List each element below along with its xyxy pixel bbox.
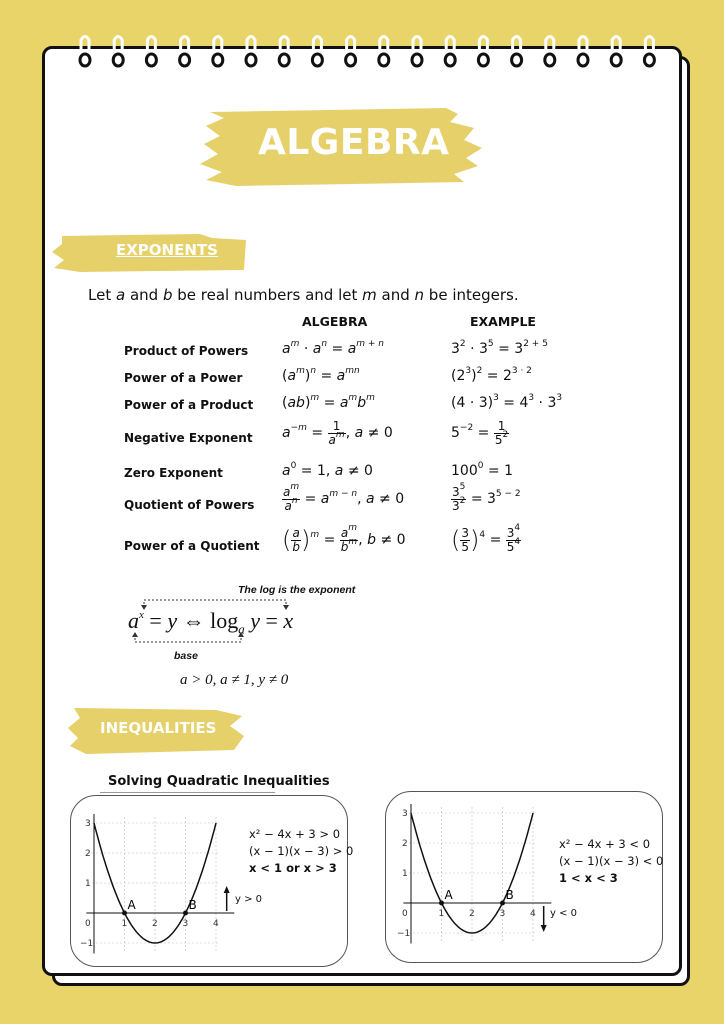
rule-example: $\frac{3^5}{3^2}$ = $3^{5 - 2}$ [452, 482, 521, 513]
inequality-solution: 1 < x < 3 [559, 871, 618, 885]
x-tick-label: 1 [438, 909, 445, 919]
intro-text-part: be real numbers and let [172, 286, 363, 304]
root-point [439, 901, 444, 906]
intro-text-part: and [125, 286, 163, 304]
rule-algebra: $a^m \cdot a^n = a^{m + n}$ [282, 339, 385, 357]
intro-text-part: be integers. [424, 286, 519, 304]
subtitle-underline [100, 792, 275, 793]
arrowhead [224, 886, 230, 893]
exponents-banner [50, 232, 250, 274]
rule-example: $(2^3)^2 = 2^{3 \cdot 2}$ [451, 366, 532, 384]
y-tick-label: 2 [402, 839, 408, 849]
root-point [500, 901, 505, 906]
log-conditions: a > 0, a ≠ 1, y ≠ 0 [180, 672, 289, 688]
binding-ring-icon [246, 37, 256, 67]
binding-ring-icon [312, 37, 322, 67]
y-tick-label: −1 [397, 929, 411, 939]
rule-algebra: $a^{-m}$ = $\frac{1}{a^m}$ , a ≠ 0 [282, 419, 393, 447]
inequality-solution: x < 1 or x > 3 [249, 861, 337, 875]
var-m: m [362, 286, 377, 304]
binding-ring-icon [279, 37, 289, 67]
rule-name: Power of a Power [124, 371, 243, 385]
column-header-example: EXAMPLE [470, 314, 536, 329]
root-point [122, 911, 127, 916]
intro-text [88, 286, 519, 304]
rule-name: Zero Exponent [124, 466, 223, 480]
rule-algebra: ( $\frac{a}{b}$ )$^m$ = $\frac{a^m}{b^m}$ , b ≠ 0 [282, 522, 406, 554]
var-b: b [162, 286, 173, 304]
parabola-graph [71, 796, 349, 968]
var-a: a [115, 286, 126, 304]
binding-ring-icon [379, 37, 389, 67]
x-tick-label: 4 [213, 919, 219, 929]
direction-label: y < 0 [550, 908, 578, 919]
log-note: The log is the exponent [238, 584, 356, 596]
inequalities-heading: INEQUALITIES [100, 719, 217, 737]
binding-ring-icon [512, 37, 522, 67]
y-tick-label: 1 [85, 879, 91, 889]
log-equation: $a^x = y$ ⇔ $\log_a y = x$ [128, 608, 294, 637]
rule-name: Power of a Quotient [124, 539, 260, 553]
arrowhead [541, 925, 547, 932]
binding-ring-icon [545, 37, 555, 67]
exponents-heading: EXPONENTS [116, 241, 218, 259]
root-label: B [505, 888, 514, 902]
inequality-line: (x − 1)(x − 3) > 0 [249, 844, 354, 858]
column-header-algebra: ALGEBRA [302, 314, 368, 329]
rule-row [118, 420, 578, 456]
rule-example: $5^{-2}$ = $\frac{1}{5^2}$ [451, 419, 509, 447]
rule-example: $(4 \cdot 3)^3 = 4^3 \cdot 3^3$ [451, 393, 563, 411]
y-tick-label: 3 [85, 819, 91, 829]
y-tick-label: 2 [85, 849, 91, 859]
y-tick-label: −1 [80, 939, 94, 949]
inequality-steps [559, 836, 663, 887]
rule-row [118, 482, 578, 524]
root-point [183, 911, 188, 916]
binding-ring-icon [445, 37, 455, 67]
rule-example: $3^2 \cdot 3^5 = 3^{2 + 5}$ [451, 339, 548, 357]
title-banner [196, 100, 486, 190]
binding-ring-icon [346, 37, 356, 67]
binding-ring-icon [644, 37, 654, 67]
inequalities-banner [66, 704, 246, 756]
intro-text-part: Let [88, 286, 116, 304]
x-tick-label: 3 [499, 909, 506, 919]
binding-ring-icon [180, 37, 190, 67]
inequality-line: (x − 1)(x − 3) < 0 [559, 854, 664, 868]
x-tick-label: 0 [402, 909, 408, 919]
rule-example: ( $\frac{3}{5}$ )$^4$ = $\frac{3^4}{5^4}$ [451, 522, 521, 554]
logarithm-definition [118, 580, 418, 690]
binding-ring-icon [113, 37, 123, 67]
rule-algebra: $(a^m)^n = a^{mn}$ [282, 366, 360, 384]
binding-ring-icon [412, 37, 422, 67]
rule-name: Product of Powers [124, 344, 249, 358]
y-tick-label: 3 [402, 809, 408, 819]
log-base-label: base [174, 650, 198, 662]
inequality-line: x² − 4x + 3 > 0 [249, 827, 341, 841]
x-tick-label: 0 [85, 919, 91, 929]
rule-row [118, 522, 578, 566]
x-tick-label: 1 [121, 919, 128, 929]
root-label: A [127, 898, 136, 912]
root-label: B [188, 898, 197, 912]
inequality-steps [249, 826, 353, 877]
root-label: A [444, 888, 453, 902]
rule-algebra: $(ab)^m = a^mb^m$ [282, 393, 375, 411]
binding-ring-icon [578, 37, 588, 67]
y-tick-label: 1 [402, 869, 408, 879]
rule-example: $100^0 = 1$ [451, 461, 514, 479]
rule-name: Quotient of Powers [124, 498, 255, 512]
binding-ring-icon [213, 37, 223, 67]
rule-name: Power of a Product [124, 398, 254, 412]
rule-name: Negative Exponent [124, 431, 253, 445]
binding-ring-icon [478, 37, 488, 67]
rule-algebra: $a^0 = 1$, a ≠ 0 [282, 461, 373, 479]
graph-card-less [385, 791, 663, 963]
inequality-line: x² − 4x + 3 < 0 [559, 837, 651, 851]
spiral-binding [0, 0, 724, 80]
direction-label: y > 0 [235, 894, 263, 905]
binding-ring-icon [80, 37, 90, 67]
x-tick-label: 2 [469, 909, 475, 919]
page-title: ALGEBRA [258, 122, 450, 163]
x-tick-label: 3 [182, 919, 189, 929]
binding-ring-icon [611, 37, 621, 67]
intro-text-part: and [376, 286, 415, 304]
graph-card-greater [70, 795, 354, 967]
x-tick-label: 2 [152, 919, 158, 929]
rule-algebra: $\frac{a^m}{a^n}$ = $a^{m - n}$, a ≠ 0 [283, 482, 405, 513]
var-n: n [414, 286, 425, 304]
section-subtitle: Solving Quadratic Inequalities [108, 774, 330, 789]
x-tick-label: 4 [530, 909, 536, 919]
binding-ring-icon [146, 37, 156, 67]
